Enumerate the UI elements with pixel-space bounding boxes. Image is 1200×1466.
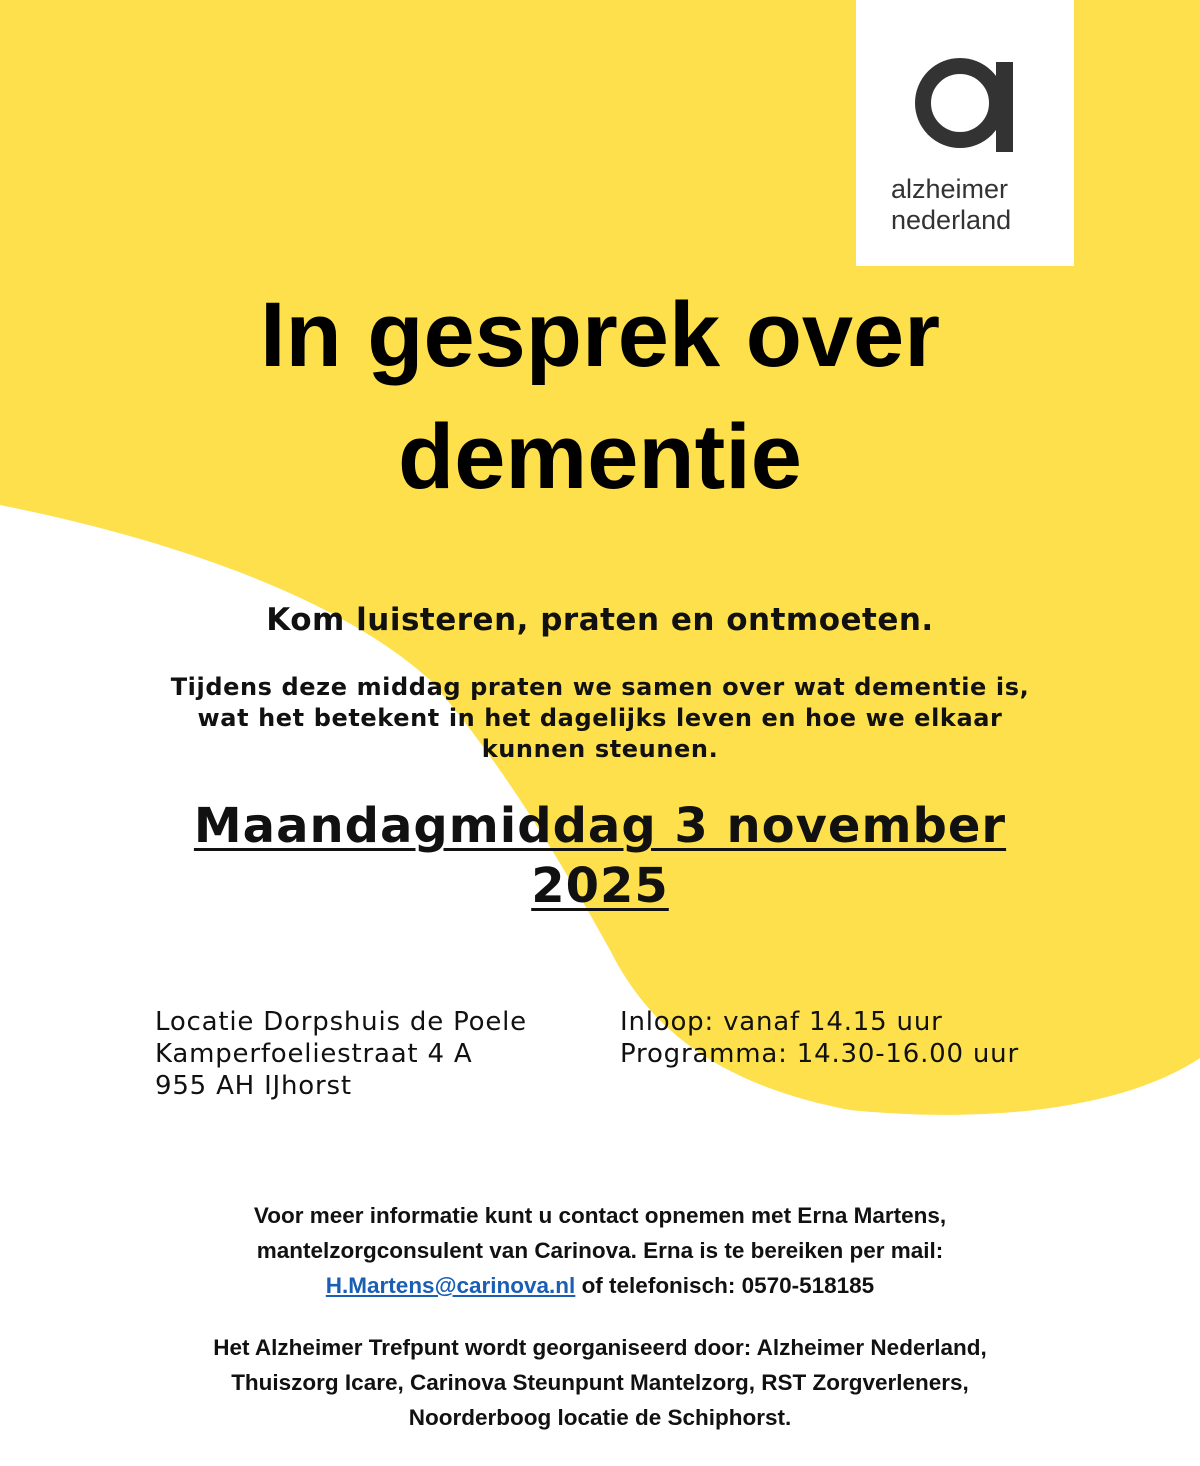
location-name: Locatie Dorpshuis de Poele bbox=[155, 1007, 527, 1037]
title-line-1: In gesprek over bbox=[259, 284, 941, 386]
alzheimer-nederland-logo bbox=[856, 0, 1074, 266]
contact-line-2: mantelzorgconsulent van Carinova. Erna is te bereiken per mail: bbox=[256, 1238, 944, 1263]
phone-text: of telefonisch: 0570-518185 bbox=[575, 1273, 875, 1298]
inloop-time: Inloop: vanaf 14.15 uur bbox=[620, 1007, 943, 1037]
page-title bbox=[0, 274, 1200, 518]
programma-time: Programma: 14.30-16.00 uur bbox=[620, 1039, 1019, 1069]
email-link[interactable]: H.Martens@carinova.nl bbox=[325, 1273, 576, 1298]
date-line-2: 2025 bbox=[531, 858, 669, 914]
logo-line-nederland: nederland bbox=[891, 205, 1012, 235]
letter-a-logo-icon bbox=[914, 52, 1016, 154]
organizers-info bbox=[100, 1330, 1100, 1435]
times-block bbox=[620, 1006, 1019, 1070]
intro-line-1: Tijdens deze middag praten we samen over wat dementie is, bbox=[170, 673, 1030, 701]
intro-line-2: wat het betekent in het dagelijks leven en hoe we elkaar bbox=[197, 704, 1003, 732]
organizers-line-1: Het Alzheimer Trefpunt wordt georganiseerd door: Alzheimer Nederland, bbox=[213, 1335, 987, 1360]
intro-line-3: kunnen steunen. bbox=[481, 735, 719, 763]
date-line-1: Maandagmiddag 3 november bbox=[193, 798, 1007, 854]
organizers-line-3: Noorderboog locatie de Schiphorst. bbox=[408, 1405, 792, 1430]
title-line-2: dementie bbox=[398, 406, 802, 508]
location-block bbox=[155, 1006, 527, 1102]
contact-info bbox=[100, 1198, 1100, 1303]
organizers-line-2: Thuiszorg Icare, Carinova Steunpunt Mantelzorg, RST Zorgverleners, bbox=[231, 1370, 969, 1395]
intro-text bbox=[120, 672, 1080, 765]
location-postcode: 955 AH IJhorst bbox=[155, 1071, 352, 1101]
logo-line-alzheimer: alzheimer bbox=[891, 174, 1009, 204]
logo-wordmark bbox=[879, 174, 1051, 236]
contact-line-3 bbox=[100, 1268, 1100, 1303]
event-date bbox=[0, 796, 1200, 916]
contact-line-1: Voor meer informatie kunt u contact opnemen met Erna Martens, bbox=[253, 1203, 947, 1228]
subtitle: Kom luisteren, praten en ontmoeten. bbox=[266, 602, 934, 638]
location-street: Kamperfoeliestraat 4 A bbox=[155, 1039, 473, 1069]
